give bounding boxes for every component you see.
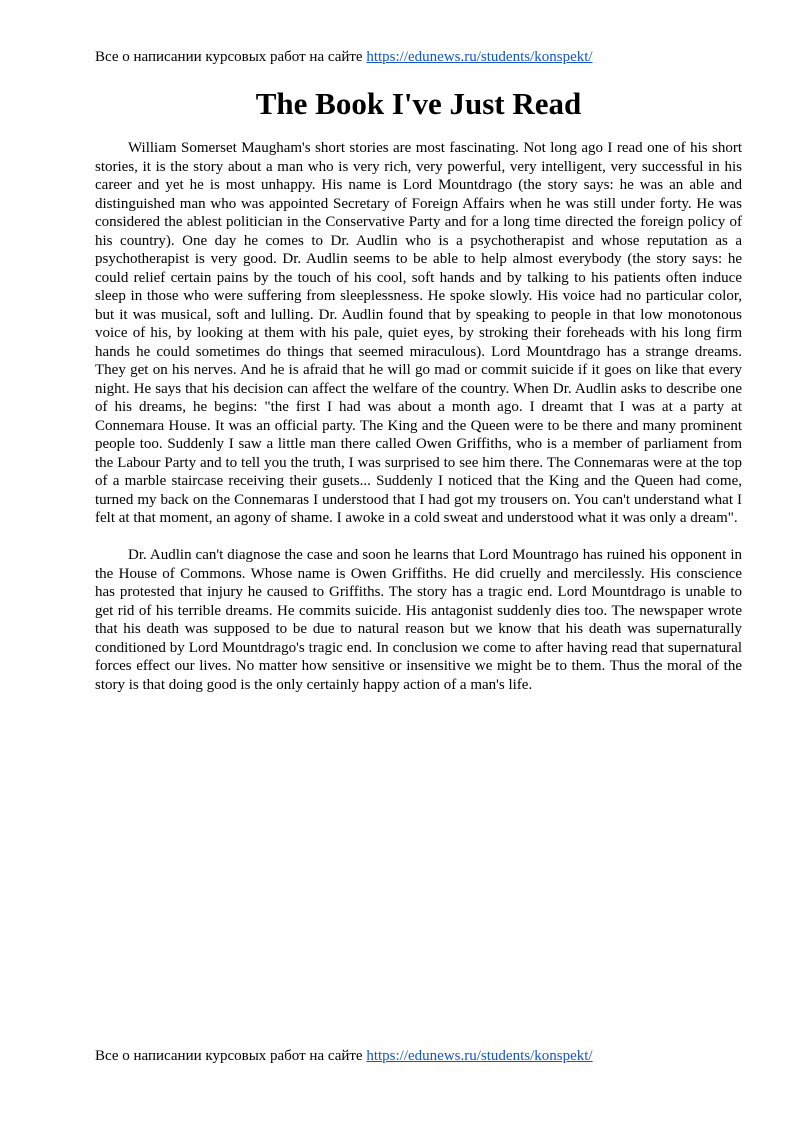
header-link[interactable]: https://edunews.ru/students/konspekt/	[366, 49, 593, 65]
paragraph-2: Dr. Audlin can't diagnose the case and soon he learns that Lord Mountrago has ruined his opponent in the House of Commons. Whose name is Owen Griffiths. He did cruelly and mercilessly. His conscience has protested that injury he caused to Griffiths. The story has a tragic end. Lord Mountdrago is unable to get rid of his terrible dreams. He commits suicide. His antagonist suddenly dies too. The newspaper wrote that his death was supposed to be due to natural reason but we know that his death was supernaturally conditioned by Lord Mountdrago's tragic end. In conclusion we come to after having read that supernatural forces effect our lives. No matter how sensitive or insensitive we might be to them. Thus the moral of the story is that doing good is the only certainly happy action of a man's life.	[95, 547, 742, 693]
paragraph-1: William Somerset Maugham's short stories are most fascinating. Not long ago I read one of his short stories, it is the story about a man who is very rich, very powerful, very intelligent, very successful in his career and yet he is most unhappy. His name is Lord Mountdrago (the story says: he was an able and distinguished man who was appointed Secretary of Foreign Affairs when he was still under forty. He was considered the ablest politician in the Conservative Party and for a long time directed the foreign policy of his country). One day he comes to Dr. Audlin who is a psychotherapist and whose reputation as a psychotherapist is very good. Dr. Audlin seems to be able to help almost everybody (the story says: he could relief certain pains by the touch of his cool, soft hands and by talking to his patients often induce sleep in those who were suffering from sleeplessness. He spoke slowly. His voice had no particular color, but it was musical, soft and lulling. Dr. Audlin found that by speaking to people in that low monotonous voice of his, by looking at them with his pale, quiet eyes, by stroking their foreheads with his long firm hands he could sometimes do things that seemed miraculous). Lord Mountdrago has a strange dreams. They get on his nerves. And he is afraid that he will go mad or commit suicide if it goes on like that every night. He says that his decision can affect the welfare of the country. When Dr. Audlin asks to describe one of his dreams, he begins: "the first I had was about a month ago. I dreamt that I was at a party at Connemara House. It was an official party. The King and the Queen were to be there and many prominent people too. Suddenly I saw a little man there called Owen Griffiths, who is a member of parliament from the Labour Party and to tell you the truth, I was surprised to see him there. The Connemaras were at the top of a marble staircase receiving their gusets... Suddenly I noticed that the King and the Queen had come, turned my back on the Connemaras I understood that I had got my trousers on. You can't understand what I felt at that moment, an agony of shame. I awoke in a cold sweat and understood what it was only a dream".	[95, 140, 742, 526]
footer-text: Все о написании курсовых работ на сайте	[95, 1048, 363, 1064]
document-title: The Book I've Just Read	[255, 86, 582, 121]
footer-link[interactable]: https://edunews.ru/students/konspekt/	[366, 1048, 593, 1064]
document-body	[95, 139, 742, 694]
page-header	[95, 48, 593, 66]
page-footer	[95, 1047, 593, 1065]
header-text: Все о написании курсовых работ на сайте	[95, 49, 363, 65]
